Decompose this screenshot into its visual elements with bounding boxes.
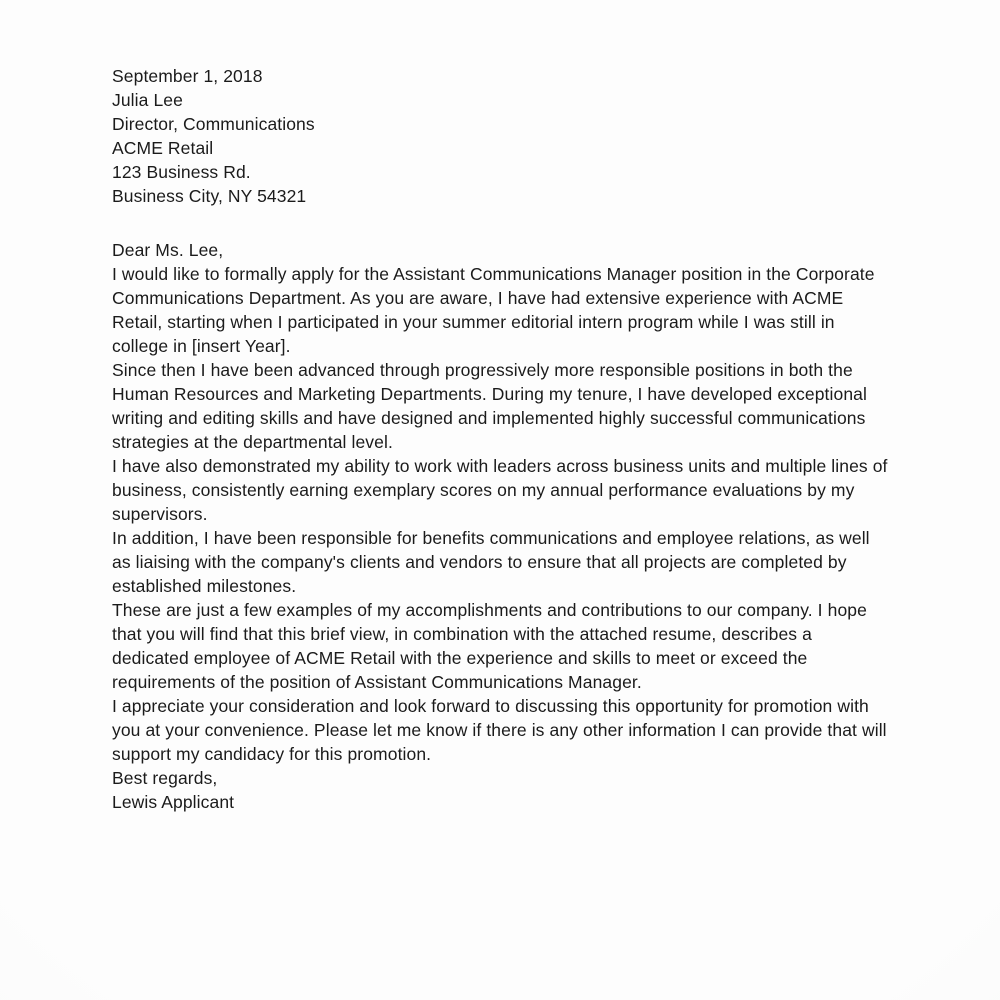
- recipient-title: Director, Communications: [112, 114, 315, 134]
- recipient-name: Julia Lee: [112, 90, 183, 110]
- body-paragraph-3: I have also demonstrated my ability to work with leaders across business units and multiple lines of business, consistently earning exemplary scores on my annual performance evaluations by my supervisors.: [112, 456, 888, 524]
- body-paragraph-2: Since then I have been advanced through progressively more responsible positions in both the Human Resources and Marketing Departments. During my tenure, I have developed exceptional writing and editing skills and have designed and implemented highly successful communications strategies at the departmental level.: [112, 360, 867, 452]
- recipient-company: ACME Retail: [112, 138, 214, 158]
- body-paragraph-1: I would like to formally apply for the Assistant Communications Manager position in the Corporate Communications Department. As you are aware, I have had extensive experience with ACME Retail, starting when I participated in your summer editorial intern program while I was still in college in [insert Year].: [112, 264, 875, 356]
- letter-date: September 1, 2018: [112, 66, 263, 86]
- body-paragraph-6: I appreciate your consideration and look forward to discussing this opportunity for promotion with you at your convenience. Please let me know if there is any other information I can provide that will support my candidacy for this promotion.: [112, 696, 887, 764]
- body-paragraph-5: These are just a few examples of my accomplishments and contributions to our company. I hope that you will find that this brief view, in combination with the attached resume, describes a dedicated employee of ACME Retail with the experience and skills to meet or exceed the requirements of the position of Assistant Communications Manager.: [112, 600, 867, 692]
- recipient-city: Business City, NY 54321: [112, 186, 307, 206]
- salutation: Dear Ms. Lee,: [112, 240, 224, 260]
- body-paragraph-4: In addition, I have been responsible for benefits communications and employee relations, as well as liaising with the company's clients and vendors to ensure that all projects are completed by established milestones.: [112, 528, 870, 596]
- recipient-street: 123 Business Rd.: [112, 162, 251, 182]
- recipient-address-block: [112, 88, 888, 208]
- signature-name: Lewis Applicant: [112, 792, 235, 812]
- closing: Best regards,: [112, 768, 218, 788]
